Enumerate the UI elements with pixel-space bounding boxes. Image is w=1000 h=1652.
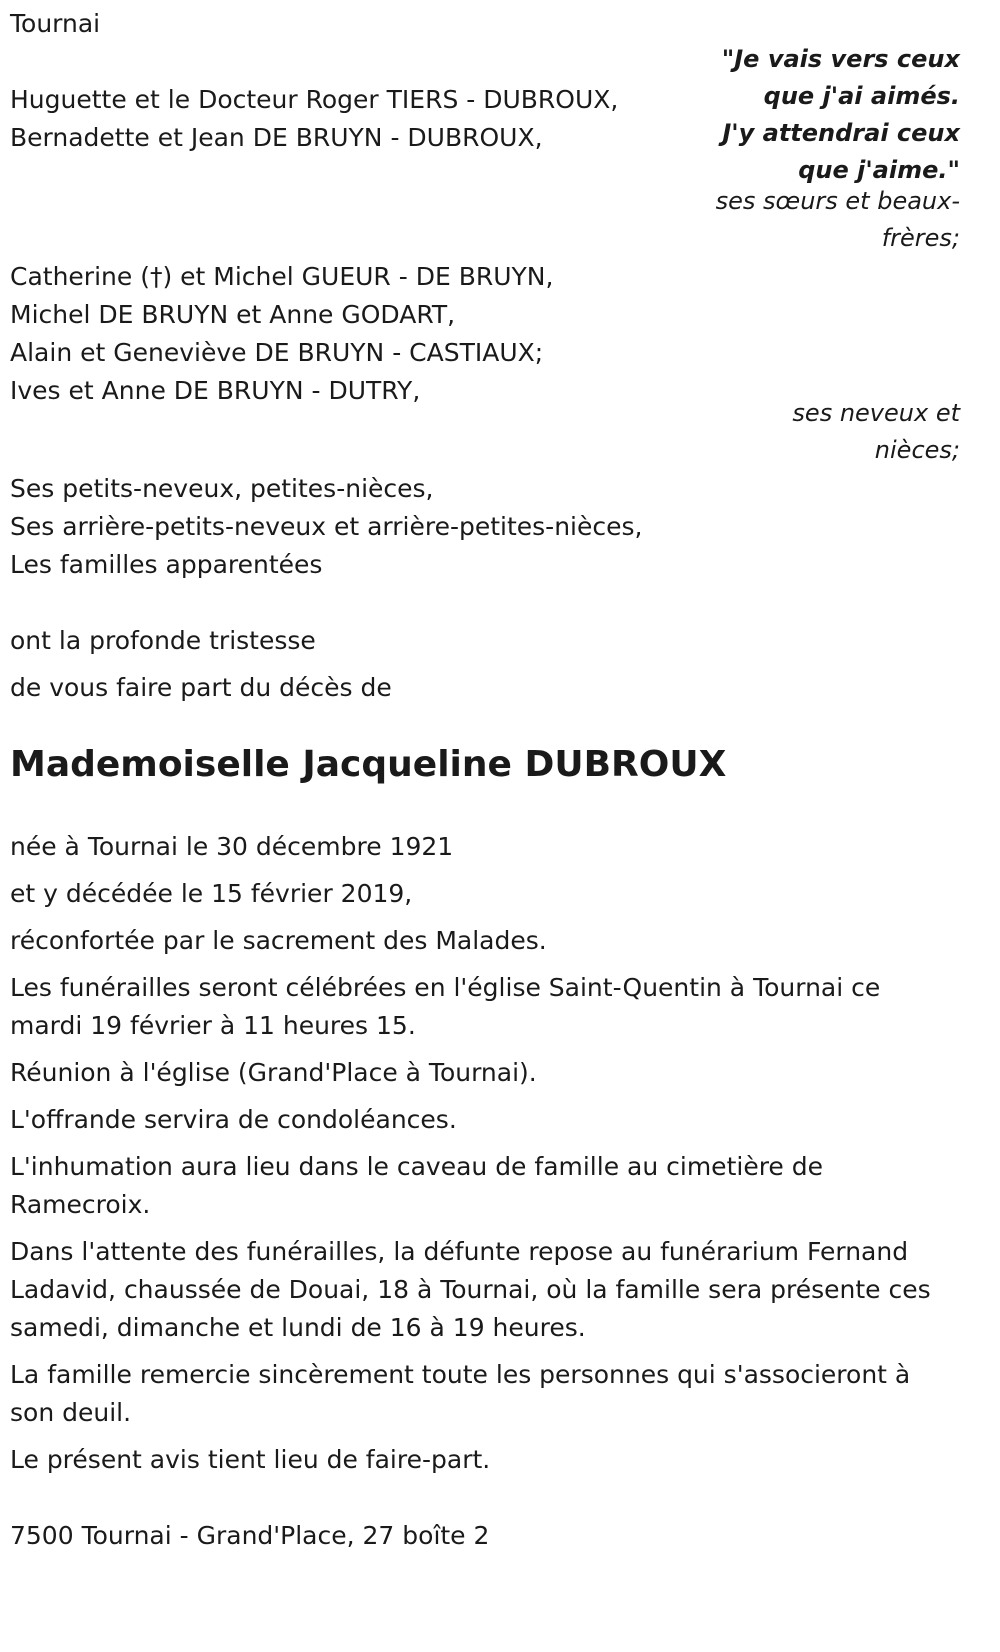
- family-address: 7500 Tournai - Grand'Place, 27 boîte 2: [10, 1521, 490, 1550]
- detail-paragraph: réconfortée par le sacrement des Malades.: [10, 926, 547, 955]
- family-group-nephews: [10, 258, 553, 410]
- detail-paragraph: La famille remercie sincèrement toute les personnes qui s'associeront à son deuil.: [10, 1360, 911, 1427]
- role-label-sisters: [20, 183, 960, 257]
- role-label-nephews: [20, 395, 960, 469]
- role-line: nièces;: [874, 436, 960, 464]
- detail-paragraph: et y décédée le 15 février 2019,: [10, 879, 413, 908]
- announcement-line: de vous faire part du décès de: [10, 673, 392, 702]
- quote-line: que j'ai aimés.: [763, 82, 960, 110]
- details-block: [10, 828, 945, 1479]
- family-line: Les familles apparentées: [10, 550, 323, 579]
- quote-line: J'y attendrai ceux: [722, 119, 960, 147]
- detail-paragraph: Les funérailles seront célébrées en l'église Saint-Quentin à Tournai ce mardi 19 février à 11 heures 15.: [10, 973, 881, 1040]
- deceased-name: Mademoiselle Jacqueline DUBROUX: [10, 744, 727, 785]
- role-line: ses sœurs et beaux-: [715, 187, 960, 215]
- family-group-sisters: [10, 81, 618, 157]
- family-line: Michel DE BRUYN et Anne GODART,: [10, 300, 456, 329]
- announcement: [10, 622, 392, 707]
- detail-paragraph: née à Tournai le 30 décembre 1921: [10, 832, 454, 861]
- role-line: frères;: [881, 224, 960, 252]
- family-group-extended: [10, 470, 642, 584]
- family-line: Ses arrière-petits-neveux et arrière-petites-nièces,: [10, 512, 643, 541]
- quote-line: "Je vais vers ceux: [721, 45, 960, 73]
- family-line: Catherine (†) et Michel GUEUR - DE BRUYN,: [10, 262, 554, 291]
- family-line: Ses petits-neveux, petites-nièces,: [10, 474, 434, 503]
- detail-paragraph: Dans l'attente des funérailles, la défunte repose au funérarium Fernand Ladavid, chaussée de Douai, 18 à Tournai, où la famille sera présente ces samedi, dimanche et lundi de 16 à 19 heures.: [10, 1237, 931, 1342]
- detail-paragraph: Réunion à l'église (Grand'Place à Tournai).: [10, 1058, 537, 1087]
- detail-paragraph: L'inhumation aura lieu dans le caveau de famille au cimetière de Ramecroix.: [10, 1152, 824, 1219]
- quote-line: que j'aime.": [798, 156, 960, 184]
- family-line: Bernadette et Jean DE BRUYN - DUBROUX,: [10, 123, 543, 152]
- detail-paragraph: Le présent avis tient lieu de faire-part.: [10, 1445, 491, 1474]
- detail-paragraph: L'offrande servira de condoléances.: [10, 1105, 457, 1134]
- family-line: Ives et Anne DE BRUYN - DUTRY,: [10, 376, 421, 405]
- family-line: Alain et Geneviève DE BRUYN - CASTIAUX;: [10, 338, 544, 367]
- role-line: ses neveux et: [792, 399, 960, 427]
- announcement-line: ont la profonde tristesse: [10, 626, 316, 655]
- epigraph-quote: [700, 41, 960, 189]
- city-heading: Tournai: [10, 9, 101, 38]
- family-line: Huguette et le Docteur Roger TIERS - DUBROUX,: [10, 85, 619, 114]
